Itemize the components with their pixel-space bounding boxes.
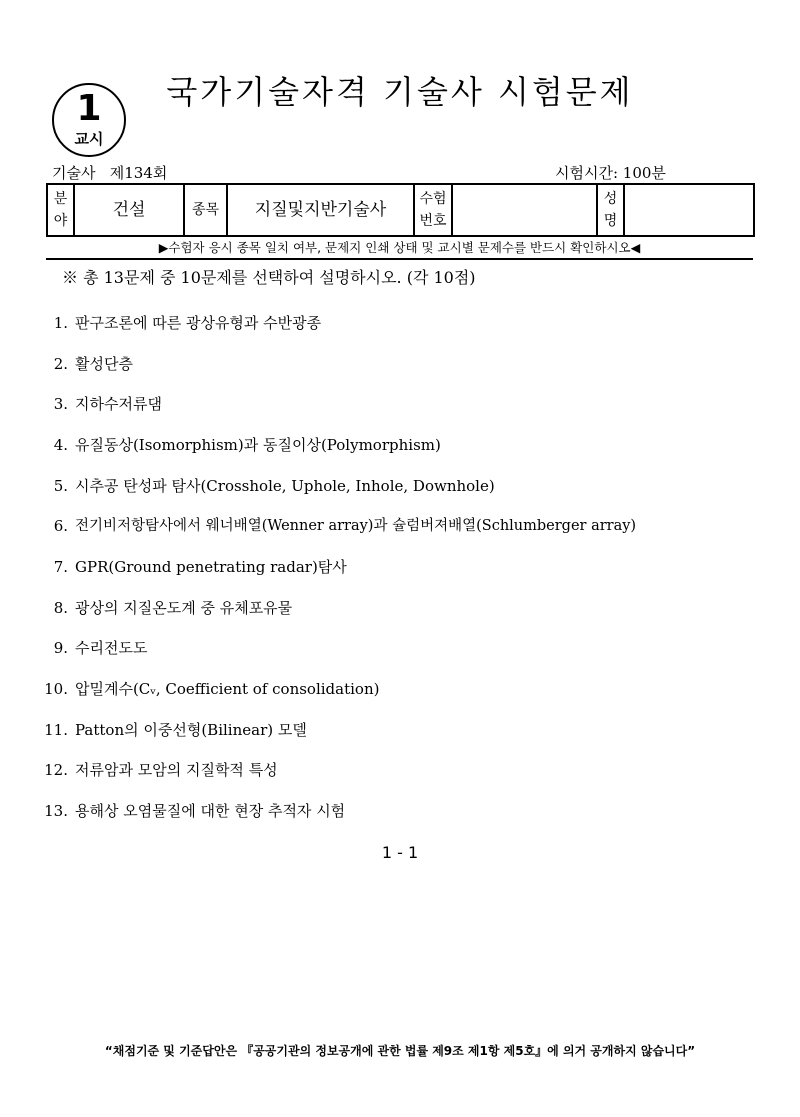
question-number: 12. <box>44 761 68 779</box>
question-item <box>0 675 800 703</box>
question-text: 활성단층 <box>75 355 133 373</box>
question-text: 유질동상(Isomorphism)과 동질이상(Polymorphism) <box>75 436 441 454</box>
category-label: 종목 <box>184 184 227 236</box>
session-badge <box>52 83 126 157</box>
question-number: 8. <box>53 599 68 617</box>
name-label: 성명 <box>597 184 624 236</box>
session-number: 1 <box>76 88 102 129</box>
page-number: 1 - 1 <box>381 843 419 862</box>
question-item <box>0 716 800 744</box>
question-item <box>0 797 800 825</box>
question-item <box>0 431 800 459</box>
question-text: Patton의 이중선형(Bilinear) 모델 <box>75 721 307 739</box>
question-item <box>0 634 800 662</box>
name-field[interactable] <box>624 184 754 236</box>
question-number: 11. <box>44 721 68 739</box>
question-text: GPR(Ground penetrating radar)탐사 <box>75 558 347 576</box>
question-text: 판구조론에 따른 광상유형과 수반광종 <box>75 314 322 332</box>
question-number: 7. <box>53 558 68 576</box>
question-item <box>0 309 800 337</box>
question-text: 시추공 탄성파 탐사(Crosshole, Uphole, Inhole, Downhole) <box>75 477 495 495</box>
exam-info-table <box>46 183 755 237</box>
session-label: 교시 <box>74 130 104 148</box>
question-text: 압밀계수(Cᵥ, Coefficient of consolidation) <box>75 680 380 698</box>
question-number: 4. <box>53 436 68 454</box>
question-number: 13. <box>44 802 68 820</box>
question-number: 3. <box>53 395 68 413</box>
question-number: 5. <box>53 477 68 495</box>
exam-round: 기술사 제134회 <box>52 164 168 182</box>
question-text: 전기비저항탐사에서 웨너배열(Wenner array)과 슐럼버져배열(Schlumberger array) <box>75 518 637 534</box>
field-value: 건설 <box>74 184 184 236</box>
question-text: 광상의 지질온도계 중 유체포유물 <box>75 599 293 617</box>
exam-number-label: 수험번호 <box>414 184 452 236</box>
question-item <box>0 472 800 500</box>
field-label: 분야 <box>47 184 74 236</box>
exam-number-field[interactable] <box>452 184 597 236</box>
question-number: 9. <box>53 639 68 657</box>
divider <box>46 258 753 260</box>
question-text: 수리전도도 <box>75 639 148 657</box>
question-item <box>0 350 800 378</box>
notice: ▶수험자 응시 종목 일치 여부, 문제지 인쇄 상태 및 교시별 문제수를 반드시 확인하시오◀ <box>158 240 641 255</box>
question-item <box>0 512 800 540</box>
footer-disclaimer: “채점기준 및 기준답안은 『공공기관의 정보공개에 관한 법률 제9조 제1항 제5호』에 의거 공개하지 않습니다” <box>104 1044 696 1058</box>
question-item <box>0 390 800 418</box>
question-item <box>0 594 800 622</box>
question-text: 저류암과 모암의 지질학적 특성 <box>75 761 278 779</box>
question-number: 2. <box>53 355 68 373</box>
question-text: 지하수저류댐 <box>75 395 162 413</box>
question-number: 6. <box>53 517 68 535</box>
question-item <box>0 756 800 784</box>
question-item <box>0 553 800 581</box>
category-value: 지질및지반기술사 <box>227 184 414 236</box>
page-title: 국가기술자격 기술사 시험문제 <box>166 73 634 111</box>
question-text: 용해상 오염물질에 대한 현장 추적자 시험 <box>75 802 346 820</box>
exam-time: 시험시간: 100분 <box>555 164 666 182</box>
question-number: 1. <box>53 314 68 332</box>
instruction: ※ 총 13문제 중 10문제를 선택하여 설명하시오. (각 10점) <box>62 268 476 287</box>
question-number: 10. <box>44 680 68 698</box>
